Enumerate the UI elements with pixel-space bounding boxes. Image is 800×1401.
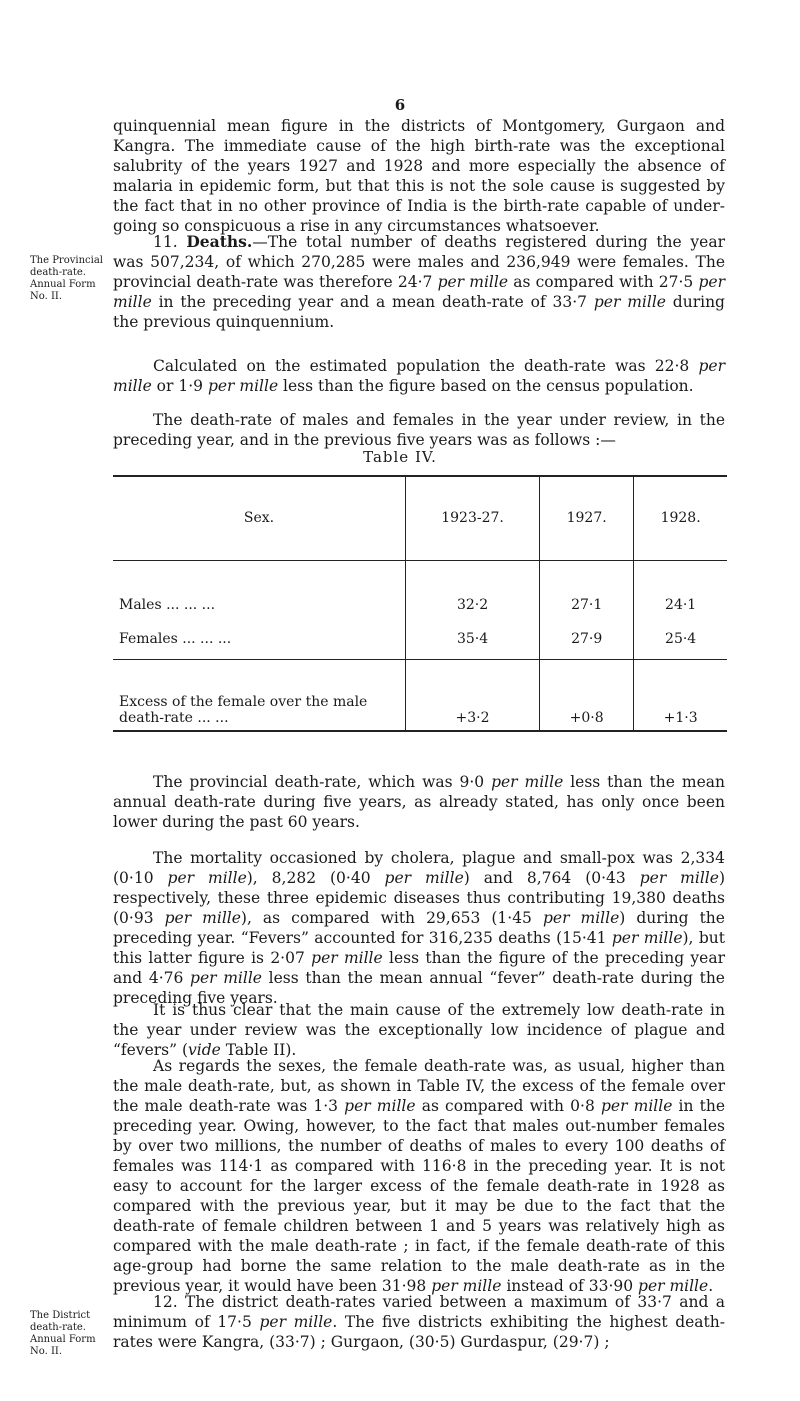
- italic-per-mille: per mille: [639, 869, 719, 887]
- text: as compared with 0·8: [415, 1097, 601, 1115]
- text: .: [708, 1277, 714, 1295]
- cell: 24·1: [634, 560, 727, 619]
- table-row-males: [113, 560, 727, 619]
- header-1927: 1927.: [540, 476, 634, 560]
- page-number: 6: [394, 96, 406, 114]
- table-row-females: [113, 619, 727, 660]
- italic-per-mille: per mille: [113, 273, 725, 311]
- section-number: 12.: [153, 1293, 178, 1311]
- header-sex: Sex.: [113, 476, 406, 560]
- paragraph-main-cause: [113, 1000, 725, 1060]
- text: less than the mean annual “fever” death-rate during the preceding five years.: [113, 969, 725, 1007]
- cell: 27·1: [540, 560, 634, 619]
- italic-per-mille: per mille: [437, 273, 509, 291]
- cell: 27·9: [540, 619, 634, 660]
- text: in the preceding year and a mean death-rate of 33·7: [151, 293, 594, 311]
- italic-per-mille: per mille: [207, 377, 279, 395]
- paragraph-provincial: [113, 772, 725, 832]
- italic-per-mille: per mille: [431, 1277, 502, 1295]
- italic-per-mille: per mille: [167, 869, 247, 887]
- margin-note-provincial-death-rate: The Provincial death-rate. Annual Form No. II.: [30, 255, 103, 302]
- text: ) and 8,764 (0·43: [463, 869, 640, 887]
- cell: 25·4: [634, 619, 727, 660]
- italic-per-mille: per mille: [491, 773, 564, 791]
- text: ) respectively, these three epidemic diseases thus contributing 19,380 deaths (0·93: [113, 869, 725, 927]
- row-label: Excess of the female over the male death-rate ... ...: [113, 659, 406, 731]
- italic-per-mille: per mille: [542, 909, 620, 927]
- paragraph-mortality: [113, 848, 725, 1008]
- italic-per-mille: per mille: [113, 357, 725, 395]
- text: The provincial death-rate, which was 9·0: [153, 773, 492, 791]
- italic-per-mille: per mille: [384, 869, 464, 887]
- italic-per-mille: per mille: [164, 909, 241, 927]
- margin-note-district-death-rate: The District death-rate. Annual Form No. II.: [30, 1310, 96, 1357]
- text: in the preceding year. Owing, however, to the fact that males out-number females by over two millions, the number of deaths of males to every 100 deaths of females was 114·1 as compared with 116·8 in the preceding year. It is not easy to account for the larger excess of the female death-rate in 1928 as compared with the previous year, but it may be due to the fact that the death-rate of female children between 1 and 5 years was relatively high as compared with the male death-rate ; in fact, if the female death-rate of this age-group had borne the same relation to the male death-rate as in the previous year, it would have been 31·98: [113, 1097, 725, 1295]
- paragraph-district-death-rates: [113, 1292, 725, 1352]
- table-header-row: [113, 476, 727, 560]
- text: As regards the sexes, the female death-rate was, as usual, higher than the male death-rate, but, as shown in Table IV, the excess of the female over the male death-rate was 1·3: [113, 1057, 725, 1115]
- text: instead of 33·90: [501, 1277, 639, 1295]
- table-title: Table IV.: [363, 448, 437, 466]
- header-1928: 1928.: [634, 476, 727, 560]
- text: less than the figure based on the census population.: [278, 377, 694, 395]
- paragraph-sexes: [113, 1056, 725, 1296]
- text: —The total number of deaths registered during the year was 507,234, of which 270,285 were males and 236,949 were females. The provincial death-rate was therefore 24·7: [113, 233, 725, 291]
- header-1923-27: 1923-27.: [406, 476, 540, 560]
- text: ) during the preceding year. “Fevers” accounted for 316,235 deaths (15·41: [113, 909, 725, 947]
- italic-per-mille: per mille: [344, 1097, 416, 1115]
- italic-per-mille: per mille: [311, 949, 383, 967]
- italic-vide: vide: [188, 1041, 221, 1059]
- death-rate-by-sex-table: [113, 475, 727, 732]
- text: . The five districts exhibiting the highest death-rates were Kangra, (33·7) ; Gurgaon, (30·5) Gurdaspur, (29·7) ;: [113, 1313, 725, 1351]
- italic-per-mille: per mille: [638, 1277, 709, 1295]
- text: during the previous quinquennium.: [113, 293, 725, 331]
- text: ), but this latter figure is 2·07: [113, 929, 725, 967]
- text: It is thus clear that the main cause of the extremely low death-rate in the year under review was the exceptionally low incidence of plague and “fevers” (: [113, 1001, 725, 1059]
- text: less than the figure of the preceding year and 4·76: [113, 949, 725, 987]
- text: The mortality occasioned by cholera, plague and small-pox was 2,334 (0·10: [113, 849, 725, 887]
- section-heading-deaths: Deaths.: [186, 232, 253, 251]
- text: ), as compared with 29,653 (1·45: [240, 909, 543, 927]
- row-label: Females ... ... ...: [119, 630, 232, 647]
- italic-per-mille: per mille: [611, 929, 683, 947]
- cell: +1·3: [634, 659, 727, 731]
- paragraph-deaths: [113, 232, 725, 332]
- text: Calculated on the estimated population the death-rate was 22·8: [153, 357, 699, 375]
- text: less than the mean annual death-rate during five years, as already stated, has only once been lower during the past 60 years.: [113, 773, 725, 831]
- paragraph-intro: quinquennial mean figure in the districts of Montgomery, Gurgaon and Kangra. The immediate cause of the high birth-rate was the exceptional salubrity of the years 1927 and 1928 and more especially the absence of malaria in epidemic form, but that this is not the sole cause is suggested by the fact that in no other province of India is the birth-rate capable of under-going so conspicuous a rise in any circumstances whatsoever.: [113, 117, 725, 235]
- cell: 35·4: [406, 619, 540, 660]
- italic-per-mille: per mille: [259, 1313, 333, 1331]
- text: as compared with 27·5: [508, 273, 699, 291]
- paragraph-sex-intro: The death-rate of males and females in the year under review, in the preceding year, and in the previous five years was as follows :—: [113, 411, 725, 449]
- text: or 1·9: [151, 377, 208, 395]
- table-row-excess: [113, 659, 727, 731]
- section-number: 11.: [153, 233, 178, 251]
- cell: 32·2: [406, 560, 540, 619]
- cell: +0·8: [540, 659, 634, 731]
- cell: +3·2: [406, 659, 540, 731]
- italic-per-mille: per mille: [600, 1097, 673, 1115]
- italic-per-mille: per mille: [593, 293, 666, 311]
- text: Table II).: [220, 1041, 297, 1059]
- text: ), 8,282 (0·40: [246, 869, 385, 887]
- italic-per-mille: per mille: [190, 969, 262, 987]
- paragraph-calculated: [113, 356, 725, 396]
- text: The district death-rates varied between a maximum of 33·7 and a minimum of 17·5: [113, 1293, 725, 1331]
- row-label: Males ... ... ...: [119, 596, 216, 613]
